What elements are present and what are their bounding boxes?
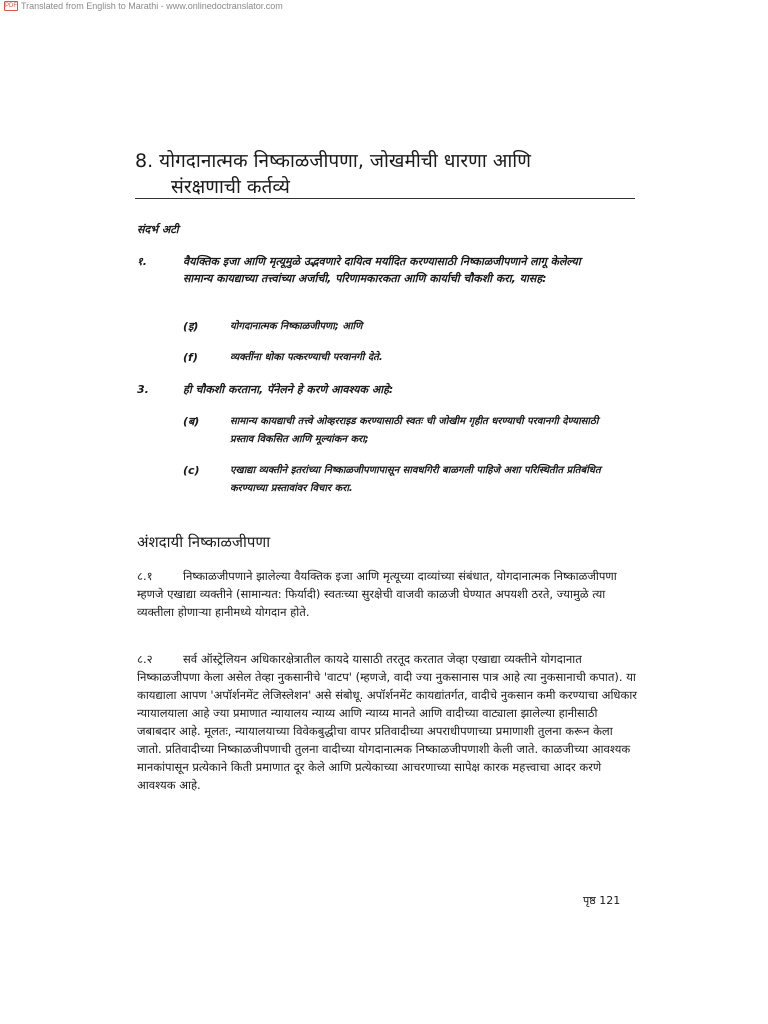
subitem-number: (ब) — [183, 415, 200, 428]
subitem-text: योगदानात्मक निष्काळजीपणा; आणि — [230, 321, 363, 332]
paragraph-body: जेव्हा एखाद्या व्यक्तीने योगदानात निष्काळजीपणा केला असेल तेव्हा नुकसानीचे 'वाटप' (म्हणजे, वादी ज्या नुकसानास पात्र आहे त्या नुकसानाची कपात). या कायद्याला आपण 'अपॉर्शनमेंट लेजिस्लेशन' असे संबोधू. अपॉर्शनमेंट कायद्यांतर्गत, वादीचे नुकसान कमी करण्याचा अधिकार न्यायालयाला आहे ज्या प्रमाणात न्यायालय न्याय्य आणि न्याय्य मानते आणि वादीच्या वाट्याला झालेल्या हानीसाठी जबाबदार आहे. मूलतः, न्यायालयाच्या विवेकबुद्धीचा वापर प्रतिवादीच्या अपराधीपणाच्या प्रमाणाशी तुलना करून केला जातो. प्रतिवादीच्या निष्काळजीपणाची तुलना वादीच्या योगदानात्मक निष्काळजीपणाशी केली जाते. काळजीच्या आवश्यक मानकांपासून प्रत्येकाने किती प्रमाणात दूर केले आणि प्रत्येकाच्या आचरणाच्या सापेक्ष कारक महत्त्वाचा आदर करणे आवश्यक आहे. — [137, 652, 638, 792]
paragraph-8-1 — [137, 567, 637, 621]
chapter-title — [135, 148, 635, 200]
title-divider — [135, 198, 635, 199]
item-text: ही चौकशी करताना, पॅनेलने हे करणे आवश्यक आहे: — [183, 383, 394, 396]
subitem-number: (इ) — [183, 320, 199, 333]
page-number: पृष्ठ 121 — [583, 894, 621, 907]
subitem-number: (c) — [183, 464, 200, 477]
subitem-text: व्यक्तींना धोका पत्करण्याची परवानगी देते. — [230, 352, 383, 363]
pdf-icon: PDF — [5, 3, 17, 9]
paragraph-8-2 — [137, 650, 637, 794]
terms-heading: संदर्भ अटी — [137, 223, 179, 236]
chapter-title-line1: 8. योगदानात्मक निष्काळजीपणा, जोखमीची धारणा आणि — [135, 150, 531, 172]
paragraph-first-line: सर्व ऑस्ट्रेलियन अधिकारक्षेत्रातील कायदे यासाठी तरतूद करतात — [183, 652, 444, 666]
banner-text[interactable]: Translated from English to Marathi - www.onlinedoctranslator.com — [21, 1, 283, 11]
chapter-title-line2: संरक्षणाची कर्तव्ये — [171, 176, 290, 198]
subitem-number: (f) — [183, 351, 198, 364]
section-heading: अंशदायी निष्काळजीपणा — [137, 533, 271, 551]
translation-banner[interactable] — [4, 0, 283, 12]
subitem-text: सामान्य कायद्याची तत्त्वे ओव्हरराइड करण्यासाठी स्वतः ची जोखीम गृहीत धरण्याची परवानगी देण्यासाठी प्रस्ताव विकसित आणि मूल्यांकन करा; — [230, 416, 599, 445]
paragraph-first-line: निष्काळजीपणाने झालेल्या वैयक्तिक इजा आणि मृत्यूच्या दाव्यांच्या संबंधात, — [183, 569, 493, 583]
paragraph-body: योगदानात्मक निष्काळजीपणा म्हणजे एखाद्या व्यक्तीने (सामान्यत: फिर्यादी) स्वतःच्या सुरक्षेची वाजवी काळजी घेण्यात अपयशी ठरते, ज्यामुळे त्या व्यक्तीला होणाऱ्या हानीमध्ये योगदान होते. — [137, 569, 617, 619]
item-number: 3. — [137, 383, 149, 396]
item-text: वैयक्तिक इजा आणि मृत्यूमुळे उद्भवणारे दायित्व मर्यादित करण्यासाठी निष्काळजीपणाने लागू केलेल्या सामान्य कायद्याच्या तत्त्वांच्या अर्जाची, परिणामकारकता आणि कार्याची चौकशी करा, यासह: — [183, 255, 581, 285]
item-number: १. — [137, 255, 147, 268]
subitem-text: एखाद्या व्यक्तीने इतरांच्या निष्काळजीपणापासून सावधगिरी बाळगली पाहिजे अशा परिस्थितीत प्रतिबंधित करण्याच्या प्रस्तावांवर विचार करा. — [230, 465, 601, 494]
paragraph-number: ८.१ — [137, 569, 153, 583]
paragraph-number: ८.२ — [137, 652, 153, 666]
